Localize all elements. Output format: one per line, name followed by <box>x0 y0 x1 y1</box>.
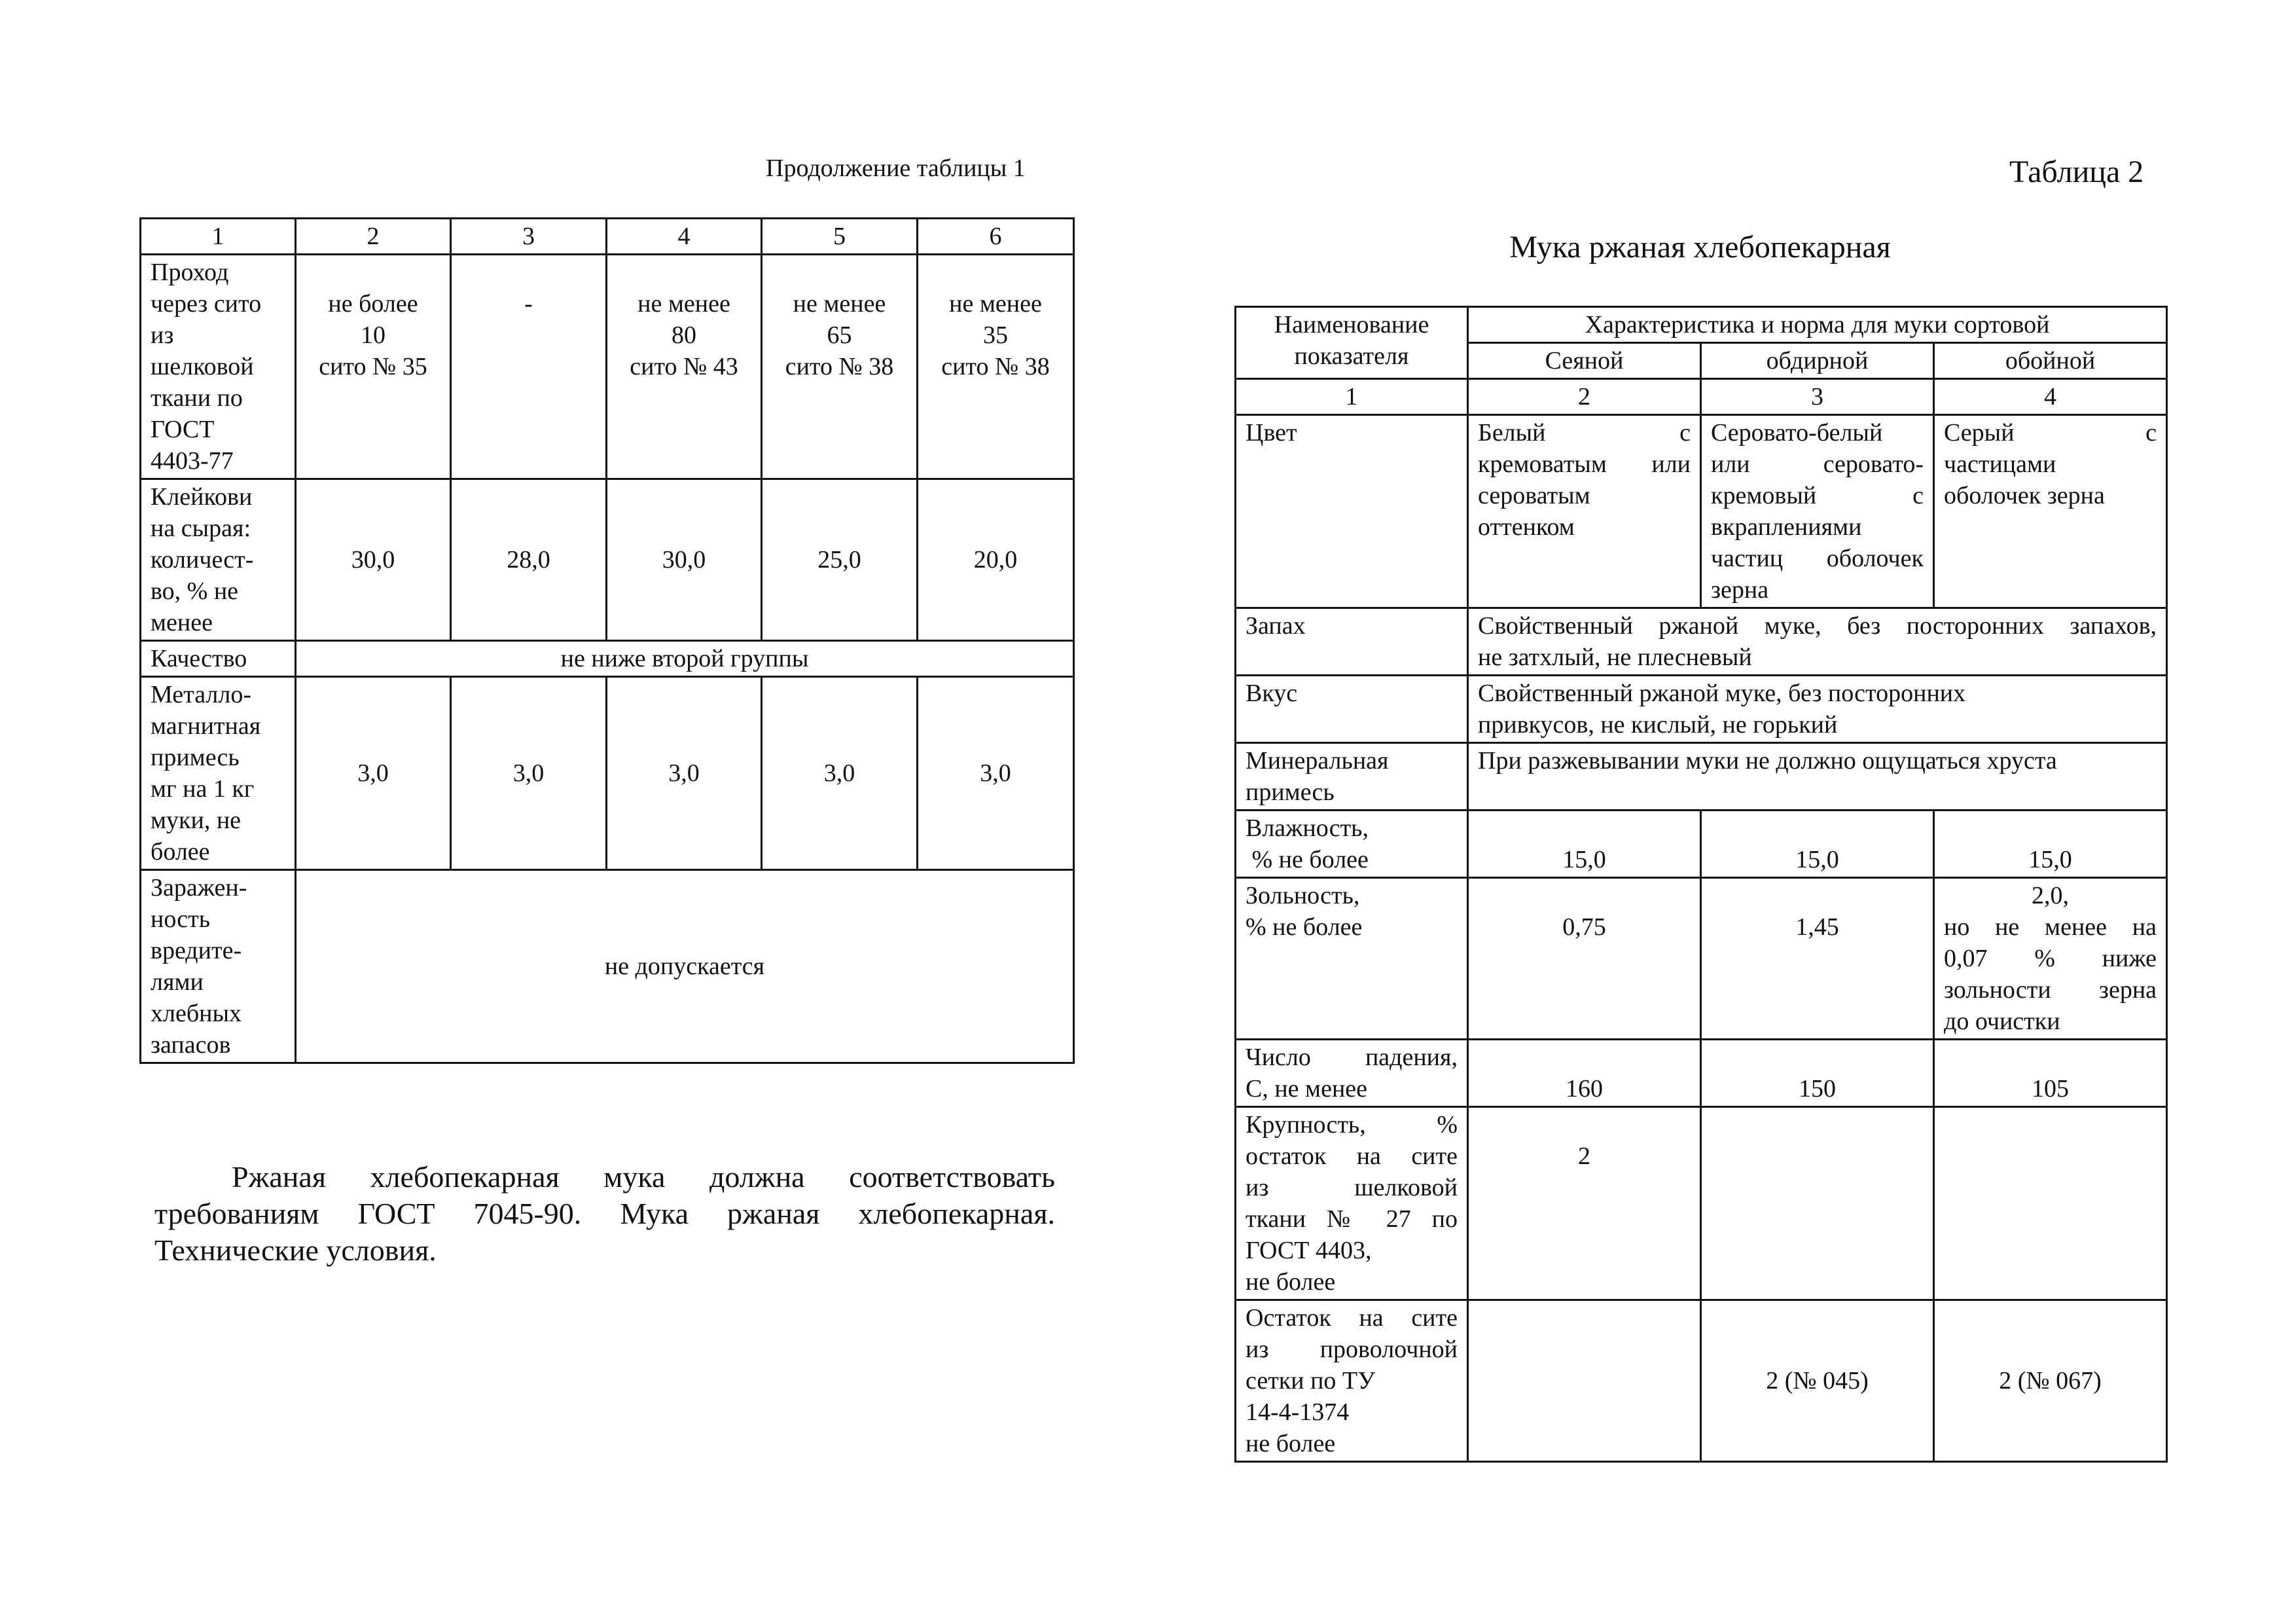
table2-sort-header: обдирной <box>1701 343 1934 379</box>
table1-col-number: 6 <box>918 219 1074 255</box>
table2-col-number: 4 <box>1934 379 2167 415</box>
table1-row-pests <box>141 870 1074 1063</box>
table1-span-cell: не допускается <box>296 870 1074 1063</box>
table2-sort-header: обойной <box>1934 343 2167 379</box>
table1-row-metal <box>141 677 1074 870</box>
table1-row-label: Качество <box>141 641 296 677</box>
table1-span-cell: не ниже второй группы <box>296 641 1074 677</box>
table2-row-label: Крупность, % остаток на сите из шелковой ткани № 27 по ГОСТ 4403, не более <box>1236 1107 1468 1300</box>
table1-cell: 20,0 <box>918 479 1074 641</box>
table2-row-label: Зольность, % не более <box>1236 878 1468 1040</box>
table2-group-header: Характеристика и норма для муки сортовой <box>1468 307 2167 343</box>
table1-col-number: 3 <box>451 219 607 255</box>
table2-head-row <box>1236 307 2167 343</box>
table1-cell: 3,0 <box>607 677 762 870</box>
table1-cell: не менее 65 сито № 38 <box>762 255 918 479</box>
table1-row-label: Заражен- ность вредите- лями хлебных запасов <box>141 870 296 1063</box>
table2-title: Мука ржаная хлебопекарная <box>1509 230 1891 264</box>
table1-header-row <box>141 219 1074 255</box>
table2-row-smell <box>1236 608 2167 676</box>
table2-row-label: Число падения, С, не менее <box>1236 1040 1468 1107</box>
table1-row-label: Проход через сито из шелковой ткани по ГОСТ 4403-77 <box>141 255 296 479</box>
table1-cell: не более 10 сито № 35 <box>296 255 451 479</box>
table1-col-number: 1 <box>141 219 296 255</box>
table2-cell: 160 <box>1468 1040 1701 1107</box>
table1-col-number: 5 <box>762 219 918 255</box>
table1-col-number: 2 <box>296 219 451 255</box>
table1-continuation-caption: Продолжение таблицы 1 <box>766 155 1026 182</box>
table2-span-cell: Свойственный ржаной муке, без посторонних запахов, не затхлый, не плесневый <box>1468 608 2167 676</box>
table2-cell <box>1701 1107 1934 1300</box>
table1-row-gluten <box>141 479 1074 641</box>
table2-col-number: 2 <box>1468 379 1701 415</box>
table1-cell: не менее 80 сито № 43 <box>607 255 762 479</box>
table2-cell: 2,0, но не менее на 0,07 % ниже зольности зерна до очистки <box>1934 878 2167 1040</box>
table1-cell: 30,0 <box>607 479 762 641</box>
table2-col-number: 3 <box>1701 379 1934 415</box>
table2-caption: Таблица 2 <box>2009 155 2144 189</box>
table2-cell: 15,0 <box>1934 811 2167 878</box>
table2-row-residue <box>1236 1300 2167 1462</box>
table1-row-quality <box>141 641 1074 677</box>
table2-row-label: Цвет <box>1236 415 1468 608</box>
table2-row-label: Остаток на сите из проволочной сетки по ТУ 14-4-1374 не более <box>1236 1300 1468 1462</box>
table2-row-label: Вкус <box>1236 676 1468 743</box>
table2-span-cell: Свойственный ржаной муке, без посторонних привкусов, не кислый, не горький <box>1468 676 2167 743</box>
table2-row-taste <box>1236 676 2167 743</box>
table2-row-falling <box>1236 1040 2167 1107</box>
table2-span-cell: При разжевывании муки не должно ощущаться хруста <box>1468 743 2167 811</box>
table2-cell: 2 <box>1468 1107 1701 1300</box>
table-1-continuation <box>139 217 1075 1064</box>
table2-cell: Серовато-белый или серовато- кремовый с вкраплениями частиц оболочек зерна <box>1701 415 1934 608</box>
body-paragraph: Ржаная хлебопекарная мука должна соответствовать требованиям ГОСТ 7045-90. Мука ржаная хлебопекарная. Технические условия. <box>154 1160 1055 1267</box>
table2-cell: 150 <box>1701 1040 1934 1107</box>
table1-cell: 3,0 <box>296 677 451 870</box>
table2-cell: Белый с кремоватым или сероватым оттенком <box>1468 415 1701 608</box>
table1-cell: - <box>451 255 607 479</box>
table2-cell: 15,0 <box>1468 811 1701 878</box>
table1-row-label: Клейкови на сырая: количест- во, % не менее <box>141 479 296 641</box>
table2-cell <box>1468 1300 1701 1462</box>
table2-row-label: Запах <box>1236 608 1468 676</box>
table2-row-mineral <box>1236 743 2167 811</box>
table2-cell: Серый с частицами оболочек зерна <box>1934 415 2167 608</box>
table2-cell <box>1934 1107 2167 1300</box>
table2-row-moisture <box>1236 811 2167 878</box>
table2-row-label: Влажность, % не более <box>1236 811 1468 878</box>
table1-cell: 25,0 <box>762 479 918 641</box>
table2-cell: 2 (№ 045) <box>1701 1300 1934 1462</box>
table2-sort-header: Сеяной <box>1468 343 1701 379</box>
table1-cell: 3,0 <box>451 677 607 870</box>
table2-cell: 15,0 <box>1701 811 1934 878</box>
table2-cell: 105 <box>1934 1040 2167 1107</box>
table1-col-number: 4 <box>607 219 762 255</box>
table2-row-color <box>1236 415 2167 608</box>
table2-numbers-row <box>1236 379 2167 415</box>
table1-cell: не менее 35 сито № 38 <box>918 255 1074 479</box>
table2-cell: 2 (№ 067) <box>1934 1300 2167 1462</box>
table2-cell: 0,75 <box>1468 878 1701 1040</box>
table2-cell: 1,45 <box>1701 878 1934 1040</box>
table2-row-label: Минеральная примесь <box>1236 743 1468 811</box>
table1-row-sieve <box>141 255 1074 479</box>
table1-cell: 3,0 <box>918 677 1074 870</box>
table1-cell: 28,0 <box>451 479 607 641</box>
table1-cell: 30,0 <box>296 479 451 641</box>
table1-row-label: Металло- магнитная примесь мг на 1 кг муки, не более <box>141 677 296 870</box>
table2-name-header: Наименование показателя <box>1236 307 1468 379</box>
table2-row-ash <box>1236 878 2167 1040</box>
table2-row-coarseness <box>1236 1107 2167 1300</box>
table1-cell: 3,0 <box>762 677 918 870</box>
table2-col-number: 1 <box>1236 379 1468 415</box>
table-2 <box>1234 306 2168 1463</box>
